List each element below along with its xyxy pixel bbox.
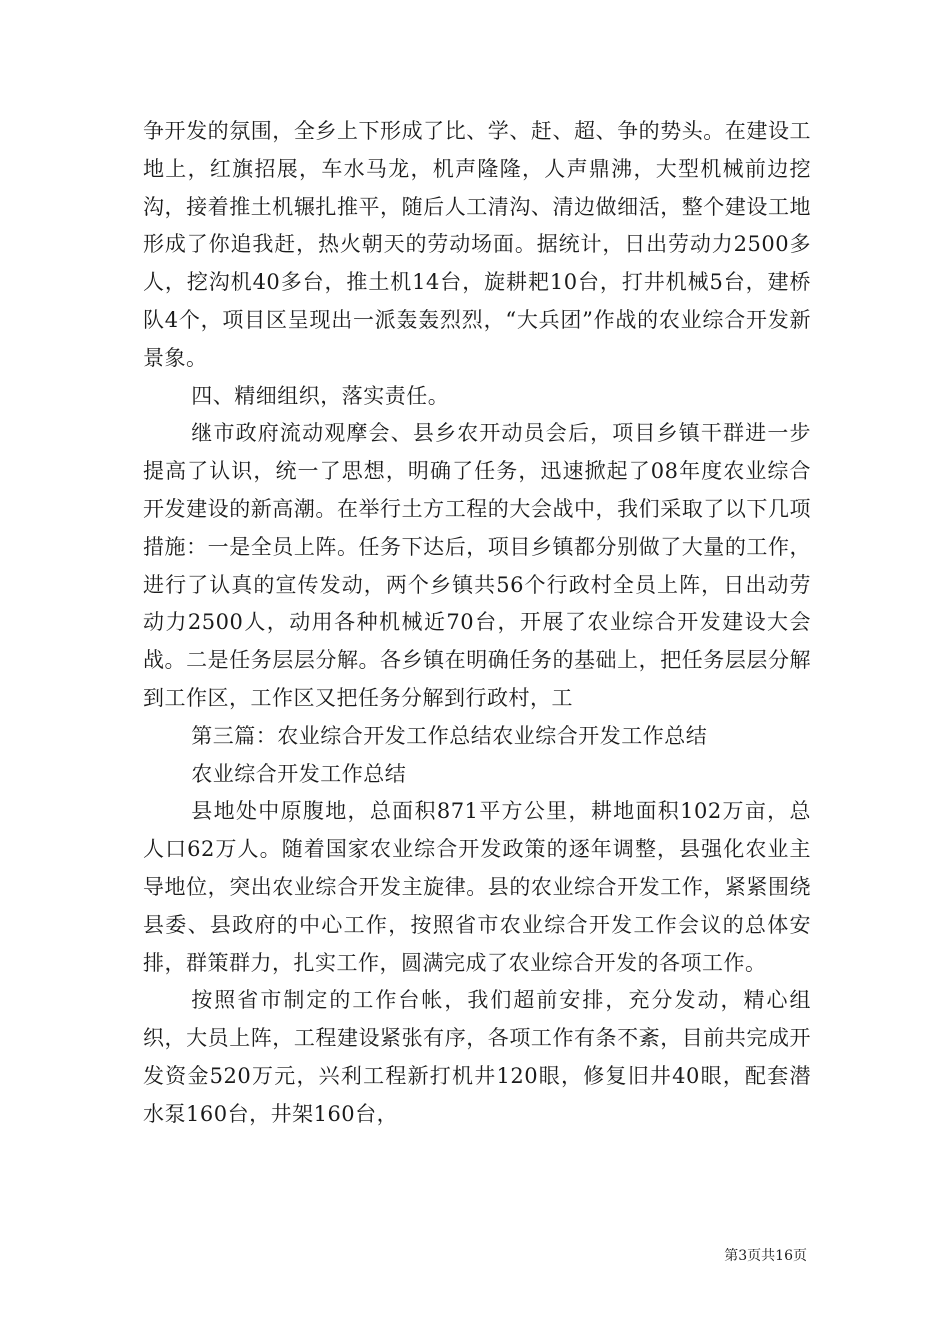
page-number: 第3页共16页 xyxy=(724,1248,807,1264)
paragraph-continuation: 争开发的氛围，全乡上下形成了比、学、赶、超、争的势头。在建设工地上，红旗招展，车水马龙，机声隆隆，人声鼎沸，大型机械前边挖沟，接着推土机辗扎推平，随后人工清沟、清边做细活，整个建设工地形成了你追我赶，热火朝天的劳动场面。据统计，日出劳动力2500多人，挖沟机40多台，推土机14台，旋耕耙10台，打井机械5台，建桥队4个，项目区呈现出一派轰轰烈烈，“大兵团”作战的农业综合开发新景象。 xyxy=(143,119,811,370)
document-subtitle: 农业综合开发工作总结 xyxy=(191,761,407,786)
chapter-title: 第三篇：农业综合开发工作总结农业综合开发工作总结 xyxy=(191,723,708,748)
section-heading-four: 四、精细组织，落实责任。 xyxy=(191,383,450,408)
document-body xyxy=(143,113,811,1134)
paragraph-measures: 继市政府流动观摩会、县乡农开动员会后，项目乡镇干群进一步提高了认识，统一了思想，明确了任务，迅速掀起了08年度农业综合开发建设的新高潮。在举行土方工程的大会战中，我们采取了以下几项措施：一是全员上阵。任务下达后，项目乡镇都分别做了大量的工作，进行了认真的宣传发动，两个乡镇共56个行政村全员上阵，日出动劳动力2500人，动用各种机械近70台，开展了农业综合开发建设大会战。二是任务层层分解。各乡镇在明确任务的基础上，把任务层层分解到工作区，工作区又把任务分解到行政村，工 xyxy=(143,421,811,710)
paragraph-progress: 按照省市制定的工作台帐，我们超前安排，充分发动，精心组织，大员上阵，工程建设紧张有序，各项工作有条不紊，目前共完成开发资金520万元，兴利工程新打机井120眼，修复旧井40眼，配套潜水泵160台，井架160台， xyxy=(143,988,811,1126)
paragraph-county-overview: 县地处中原腹地，总面积871平方公里，耕地面积102万亩，总人口62万人。随着国家农业综合开发政策的逐年调整，县强化农业主导地位，突出农业综合开发主旋律。县的农业综合开发工作，紧紧围绕县委、县政府的中心工作，按照省市农业综合开发工作会议的总体安排，群策群力，扎实工作，圆满完成了农业综合开发的各项工作。 xyxy=(143,799,811,975)
